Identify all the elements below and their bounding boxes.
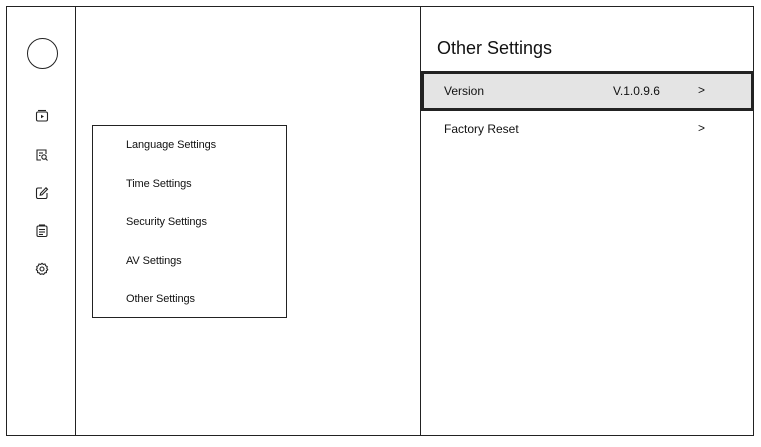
factory-reset-label: Factory Reset [444,122,519,136]
version-row[interactable] [421,71,754,111]
version-label: Version [444,84,485,98]
menu-item-av-settings[interactable]: AV Settings [126,255,182,267]
edit-icon[interactable] [35,186,49,200]
gear-icon[interactable] [35,262,49,276]
version-value: V.1.0.9.6 [613,84,660,98]
factory-reset-row[interactable] [421,113,754,143]
menu-item-other-settings[interactable]: Other Settings [126,293,195,305]
avatar[interactable] [27,38,58,69]
search-list-icon[interactable] [35,148,49,162]
menu-item-security-settings[interactable]: Security Settings [126,216,207,228]
video-icon[interactable] [35,109,49,123]
panel-title: Other Settings [437,38,553,58]
menu-item-time-settings[interactable]: Time Settings [126,178,192,190]
chevron-right-icon: > [698,121,706,135]
chevron-right-icon: > [698,83,706,97]
sidebar-rail [6,6,76,436]
document-icon[interactable] [35,224,49,238]
settings-menu [92,125,287,318]
menu-item-language-settings[interactable]: Language Settings [126,139,217,151]
